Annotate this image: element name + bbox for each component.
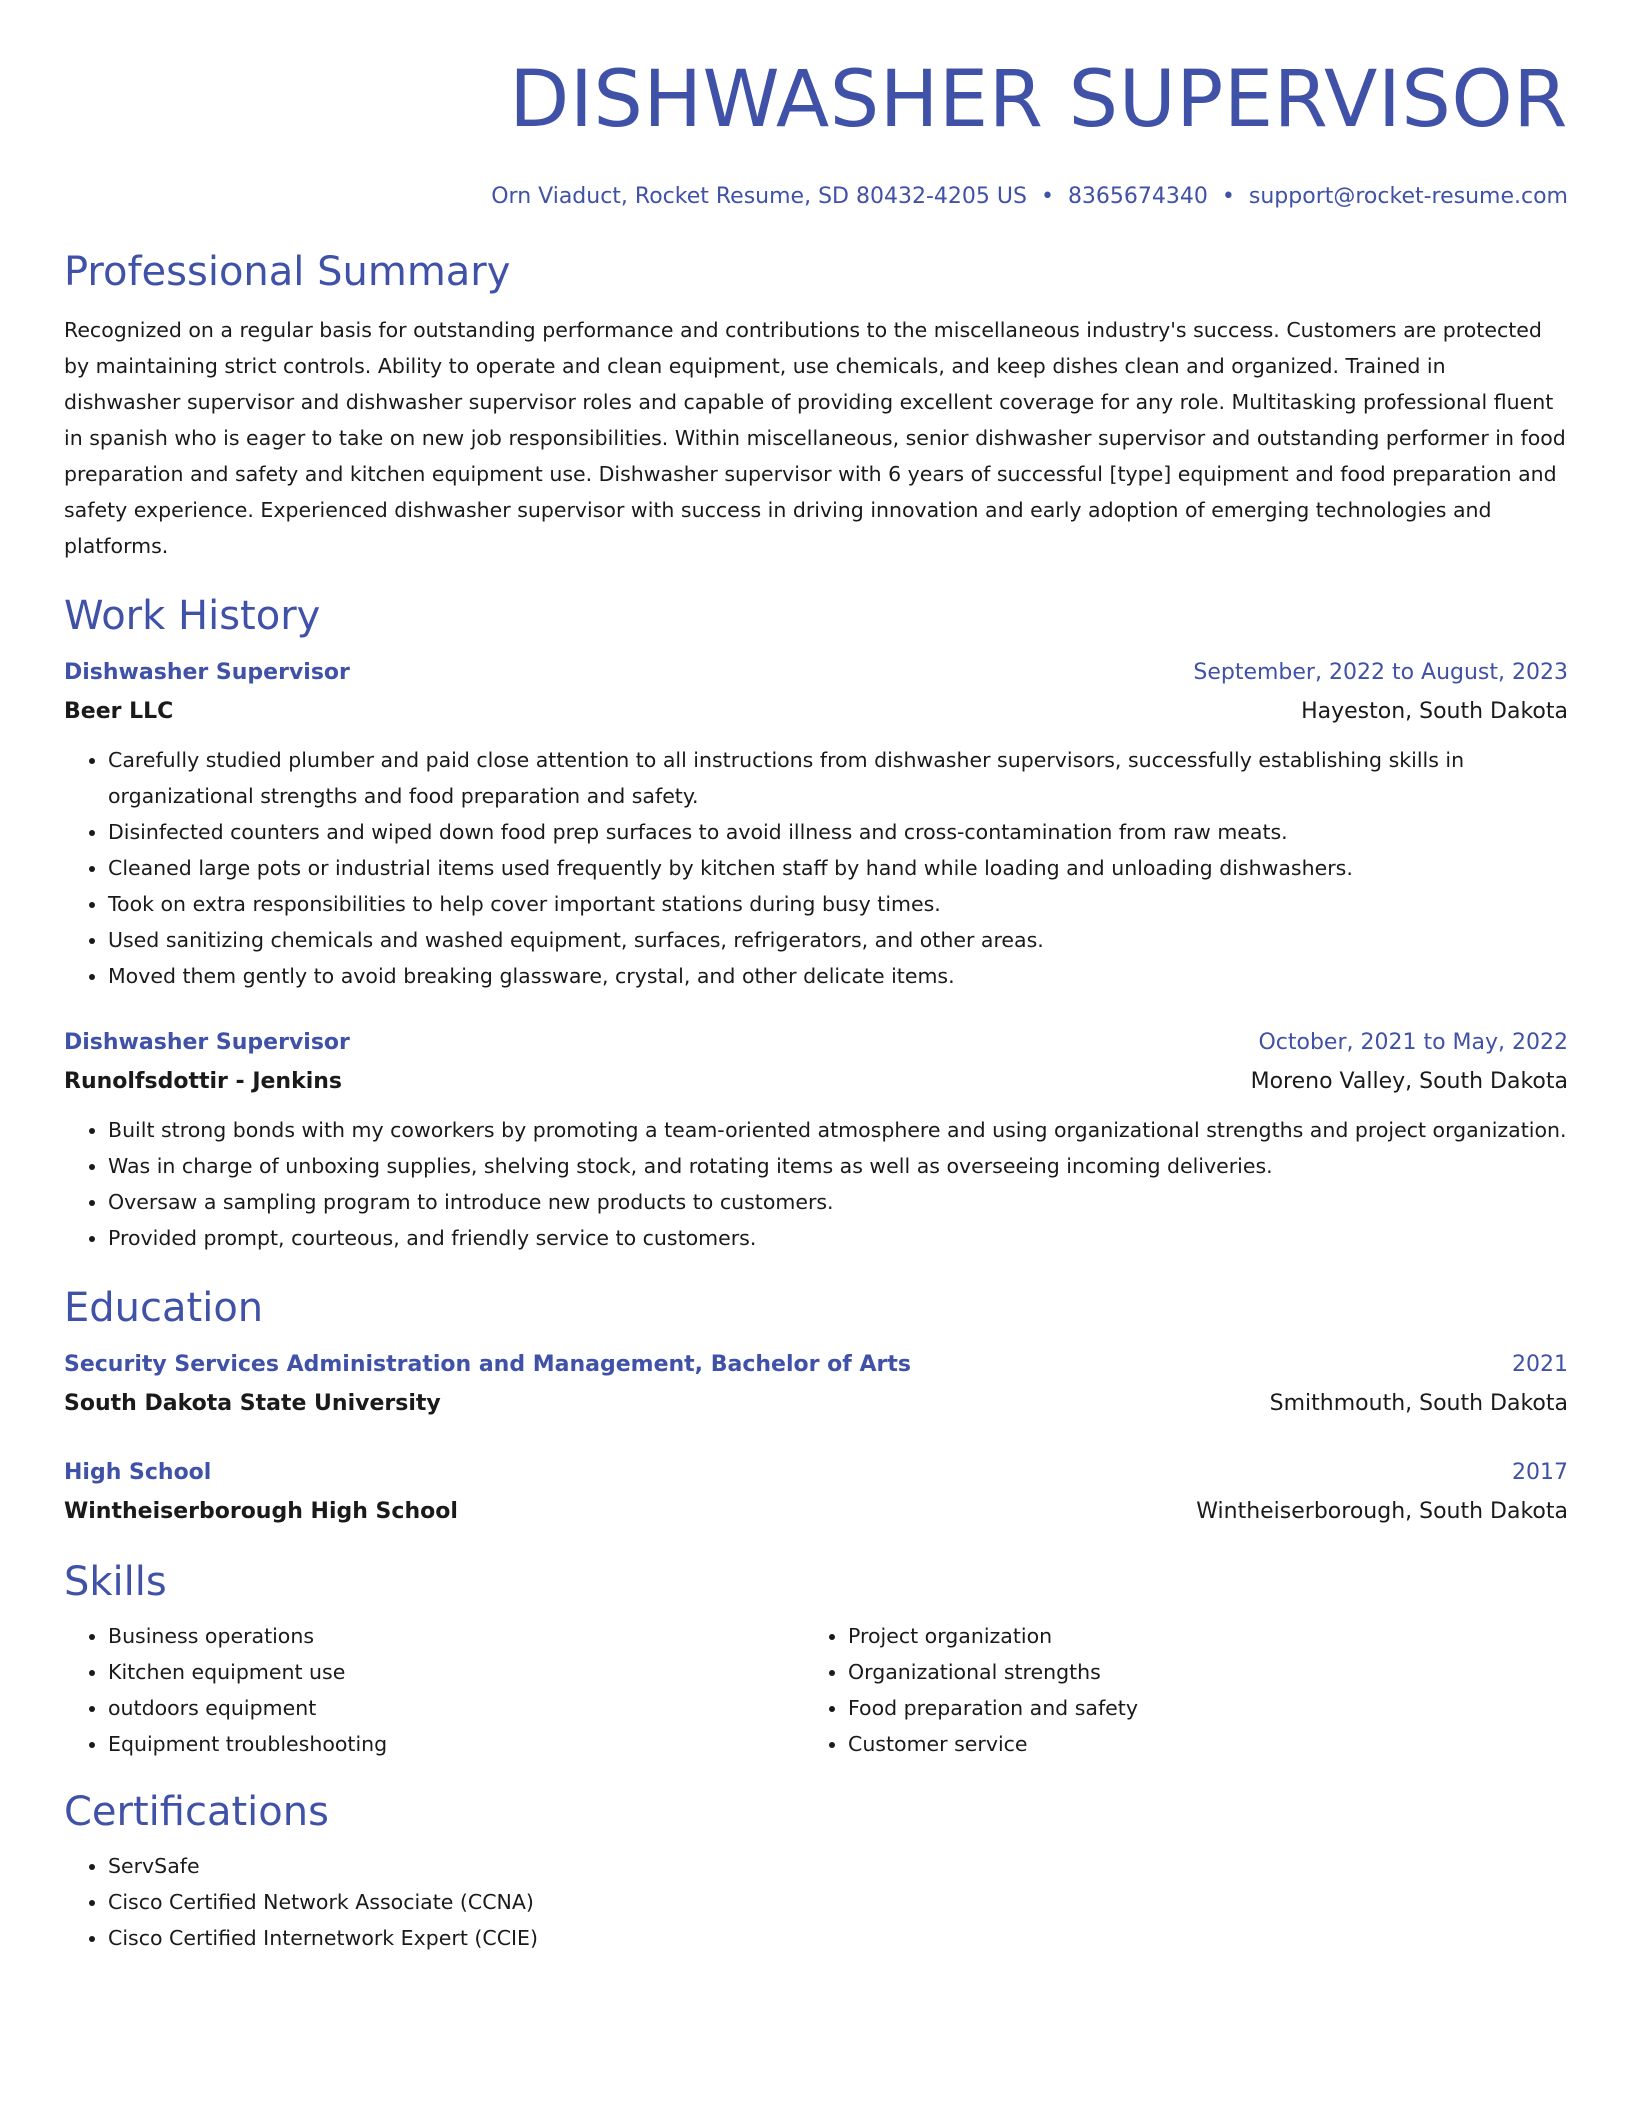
job-location: Moreno Valley, South Dakota: [1250, 1069, 1568, 1094]
job-location: Hayeston, South Dakota: [1301, 699, 1568, 724]
list-item: • Food preparation and safety: [848, 1690, 1544, 1726]
contact-separator: •: [1221, 184, 1235, 209]
job-company: Runolfsdottir - Jenkins: [64, 1069, 343, 1094]
job-entry: [64, 654, 1568, 994]
list-item: • outdoors equipment: [108, 1690, 804, 1726]
contact-address: Orn Viaduct, Rocket Resume, SD 80432-4205 US: [491, 184, 1027, 209]
list-item: • Cleaned large pots or industrial items used frequently by kitchen staff by hand while loading and unloading dishwashers.: [108, 850, 1568, 886]
skills-grid: [64, 1618, 1568, 1762]
skills-list-right: [804, 1618, 1544, 1762]
job-title: Dishwasher Supervisor: [64, 1030, 350, 1055]
education-location: Wintheiserborough, South Dakota: [1196, 1499, 1568, 1524]
contact-email[interactable]: support@rocket-resume.com: [1248, 184, 1568, 209]
contact-separator: •: [1040, 184, 1054, 209]
skills-column-right: [804, 1618, 1544, 1762]
job-bullets: [64, 1112, 1568, 1256]
job-company: Beer LLC: [64, 699, 174, 724]
list-item: • Built strong bonds with my coworkers by promoting a team-oriented atmosphere and using organizational strengths and project organization.: [108, 1112, 1568, 1148]
list-item: • ServSafe: [108, 1848, 1568, 1884]
list-item: • Was in charge of unboxing supplies, shelving stock, and rotating items as well as overseeing incoming deliveries.: [108, 1148, 1568, 1184]
skills-column-left: [64, 1618, 804, 1762]
education-section: [64, 1284, 1568, 1532]
education-location: Smithmouth, South Dakota: [1269, 1391, 1568, 1416]
contact-line: [64, 182, 1568, 212]
education-year: 2021: [1512, 1352, 1568, 1377]
list-item: • Moved them gently to avoid breaking glassware, crystal, and other delicate items.: [108, 958, 1568, 994]
list-item: • Disinfected counters and wiped down food prep surfaces to avoid illness and cross-contamination from raw meats.: [108, 814, 1568, 850]
list-item: • Project organization: [848, 1618, 1544, 1654]
certifications-list: [64, 1848, 1568, 1956]
list-item: • Cisco Certified Network Associate (CCNA): [108, 1884, 1568, 1920]
certifications-section: [64, 1788, 1568, 1956]
education-degree: Security Services Administration and Management, Bachelor of Arts: [64, 1352, 911, 1377]
list-item: • Oversaw a sampling program to introduce new products to customers.: [108, 1184, 1568, 1220]
education-entry: [64, 1454, 1568, 1532]
list-item: • Used sanitizing chemicals and washed equipment, surfaces, refrigerators, and other areas.: [108, 922, 1568, 958]
list-item: • Organizational strengths: [848, 1654, 1544, 1690]
list-item: • Cisco Certified Internetwork Expert (CCIE): [108, 1920, 1568, 1956]
list-item: • Provided prompt, courteous, and friendly service to customers.: [108, 1220, 1568, 1256]
skills-section: [64, 1558, 1568, 1762]
skills-list-left: [64, 1618, 804, 1762]
summary-section: [64, 248, 1568, 564]
section-title-education: Education: [64, 1285, 264, 1331]
list-item: • Kitchen equipment use: [108, 1654, 804, 1690]
education-year: 2017: [1512, 1460, 1568, 1485]
work-history-section: [64, 592, 1568, 1256]
job-bullets: [64, 742, 1568, 994]
job-entry: [64, 1024, 1568, 1256]
list-item: • Equipment troubleshooting: [108, 1726, 804, 1762]
job-dates: September, 2022 to August, 2023: [1193, 660, 1568, 685]
list-item: • Took on extra responsibilities to help cover important stations during busy times.: [108, 886, 1568, 922]
section-title-certifications: Certifications: [64, 1789, 329, 1835]
contact-phone: 8365674340: [1067, 184, 1208, 209]
job-dates: October, 2021 to May, 2022: [1258, 1030, 1568, 1055]
education-school: Wintheiserborough High School: [64, 1499, 458, 1524]
education-school: South Dakota State University: [64, 1391, 441, 1416]
list-item: • Business operations: [108, 1618, 804, 1654]
job-title: Dishwasher Supervisor: [64, 660, 350, 685]
summary-text: Recognized on a regular basis for outstanding performance and contributions to the miscellaneous industry's success. Customers are protected by maintaining strict controls. Ability to operate and clean equipment, use chemicals, and keep dishes clean and organized. Trained in dishwasher supervisor and dishwasher supervisor roles and capable of providing excellent coverage for any role. Multitasking professional fluent in spanish who is eager to take on new job responsibilities. Within miscellaneous, senior dishwasher supervisor and outstanding performer in food preparation and safety and kitchen equipment use. Dishwasher supervisor with 6 years of successful [type] equipment and food preparation and safety experience. Experienced dishwasher supervisor with success in driving innovation and early adoption of emerging technologies and platforms.: [64, 318, 1566, 558]
section-title-work-history: Work History: [64, 593, 321, 639]
section-title-skills: Skills: [64, 1559, 167, 1605]
section-title-summary: Professional Summary: [64, 249, 511, 295]
education-degree: High School: [64, 1460, 212, 1485]
education-entry: [64, 1346, 1568, 1424]
list-item: • Carefully studied plumber and paid close attention to all instructions from dishwasher supervisors, successfully establishing skills in organizational strengths and food preparation and safety.: [108, 742, 1568, 814]
list-item: • Customer service: [848, 1726, 1544, 1762]
resume-name: DISHWASHER SUPERVISOR: [509, 55, 1568, 145]
